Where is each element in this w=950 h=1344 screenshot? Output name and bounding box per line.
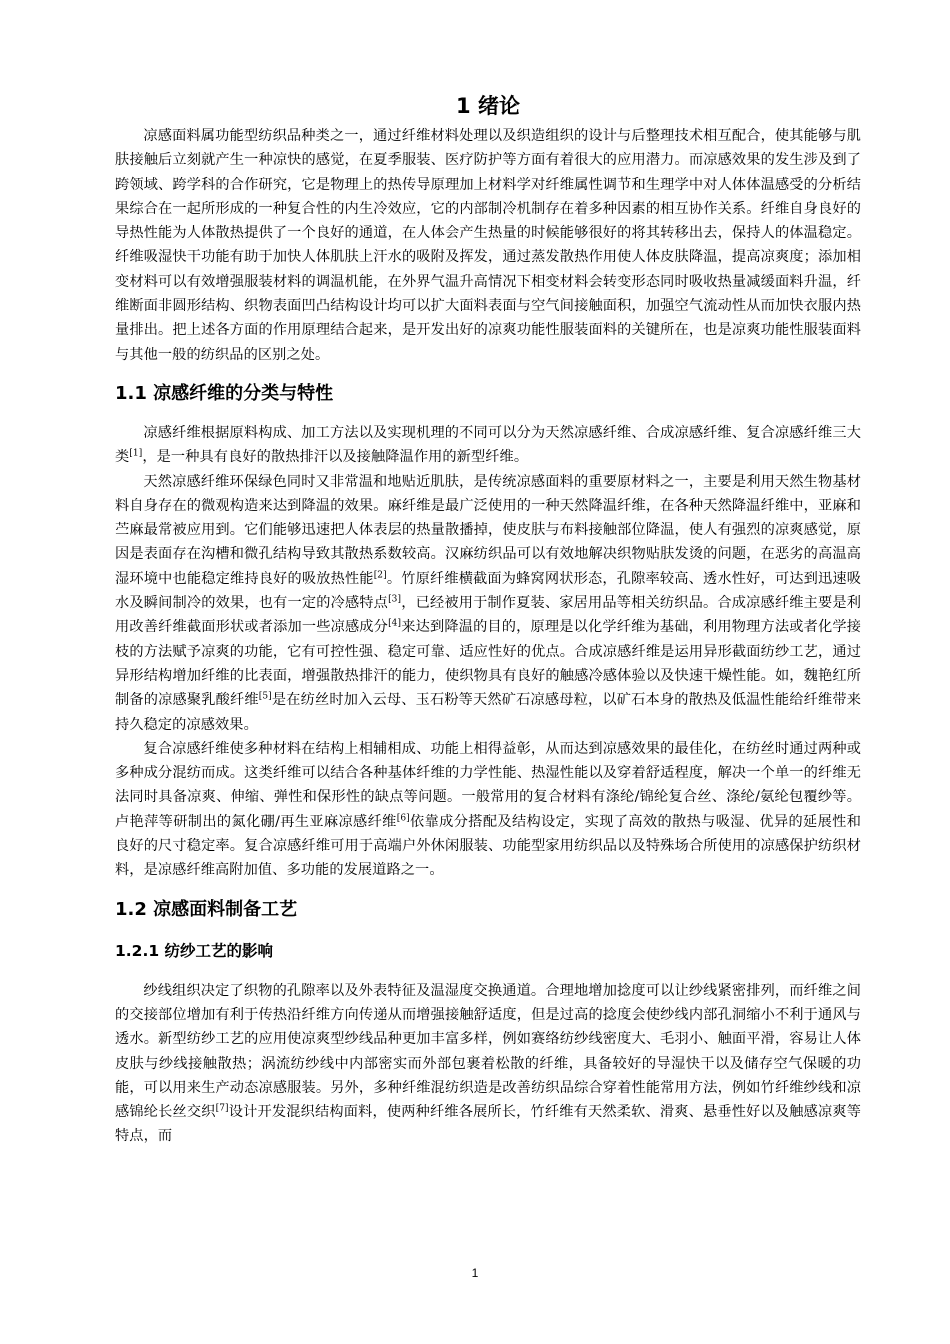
text-run: ，是一种具有良好的散热排汗以及接触降温作用的新型纤维。 [142,449,529,466]
text-run: 纱线组织决定了织物的孔隙率以及外表特征及温湿度交换通道。合理地增加捻度可以让纱线紧密排列，而纤维之间的交接部位增加有利于传热沿纤维方向传递从而增强接触舒适度，但是过高的捻度会使纱线内部孔洞缩小不利于通风与透水。新型纺纱工艺的应用使凉爽型纱线品种更加丰富多样，例如赛络纺纱线密度大、毛羽小、触面平滑，容易让人体皮肤与纱线接触散热；涡流纺纱线中内部密实而外部包裹着松散的纤维，具备较好的导湿快干以及储存空气保暖的功能，可以用来生产动态凉感服装。另外，多种纤维混纺织造是改善纺织品综合穿着性能常用方法，例如竹纤维纱线和凉感锦纶长丝交织 [115,982,861,1121]
section-1-2-1-paragraph-1 [115,979,861,1149]
intro-paragraph: 凉感面料属功能型纺织品种类之一，通过纤维材料处理以及织造组织的设计与后整理技术相互配合，使其能够与肌肤接触后立刻就产生一种凉快的感觉，在夏季服装、医疗防护等方面有着很大的应用潜力。而凉感效果的发生涉及到了跨领域、跨学科的合作研究，它是物理上的热传导原理加上材料学对纤维属性调节和生理学中对人体体温感受的分析结果综合在一起所形成的一种复合性的内生冷效应，它的内部制冷机制存在着多种因素的相互协作关系。纤维自身良好的导热性能为人体散热提供了一个良好的通道，在人体会产生热量的时候能够很好的将其转移出去，保持人的体温稳定。纤维吸湿快干功能有助于加快人体肌肤上汗水的吸附及挥发，通过蒸发散热作用使人体皮肤降温，提高凉爽度；添加相变材料可以有效增强服装材料的调温机能，在外界气温升高情况下相变材料会转变形态同时吸收热量减缓面料升温，纤维断面非圆形结构、织物表面凹凸结构设计均可以扩大面料表面与空气间接触面积，加强空气流动性从而加快衣服内热量排出。把上述各方面的作用原理结合起来，是开发出好的凉爽功能性服装面料的关键所在，也是凉爽功能性服装面料与其他一般的纺织品的区别之处。 [115,128,861,363]
section-heading-1-2: 1.2 凉感面料制备工艺 [115,898,298,920]
citation-ref: [5] [258,691,272,702]
text-run: 设计开发混织结构面料，使两种纤维各展所长，竹纤维有天然柔软、滑爽、悬垂性好以及触感凉爽等特点，而 [115,1104,862,1145]
section-1-1-paragraph-2 [115,470,861,737]
text-run: 依靠成分搭配及结构设定，实现了高效的散热与吸湿、优异的延展性和良好的尺寸稳定率。复合凉感纤维可用于高端户外休闲服装、功能型家用纺织品以及特殊场合所使用的凉感保护纺织材料，是凉感纤维高附加值、多功能的发展道路之一。 [115,813,862,879]
citation-ref: [2] [373,570,387,581]
text-run: 。竹原纤维横截面为蜂窝网状形态，孔隙率较高、透水性好，可达到迅速吸水及瞬间制冷的效果，也有一定的冷感特点 [115,570,861,612]
text-run: 来达到降温的目的，原理是以化学纤维为基础，利用物理方法或者化学接枝的方法赋予凉爽的功能，它有可控性强、稳定可靠、适应性好的优点。合成凉感纤维是运用异形截面纺纱工艺，通过异形结构增加纤维的比表面，增强散热排汗的能力，使织物具有良好的触感冷感体验以及快速干燥性能。如，魏艳红所制备的凉感聚乳酸纤维 [115,619,862,709]
text-run: 天然凉感纤维环保绿色同时又非常温和地贴近肌肤，是传统凉感面料的重要原材料之一，主要是利用天然生物基材料自身存在的微观构造来达到降温的效果。麻纤维是最广泛使用的一种天然降温纤维，在各种天然降温纤维中，亚麻和苎麻最常被应用到。它们能够迅速把人体表层的热量散播掉，使皮肤与布料接触部位降温，使人有强烈的凉爽感觉，原因是表面存在沟槽和微孔结构导致其散热系数较高。汉麻纺织品可以有效地解决织物贴肤发烫的问题，在恶劣的高温高湿环境中也能稳定维持良好的吸放热性能 [115,473,861,587]
section-heading-1-1: 1.1 凉感纤维的分类与特性 [115,382,334,404]
page-content [115,92,861,1149]
text-run: 是在纺丝时加入云母、玉石粉等天然矿石凉感母粒，以矿石本身的散热及低温性能给纤维带来持久稳定的凉感效果。 [115,692,861,733]
subsection-heading-1-2-1: 1.2.1 纺纱工艺的影响 [115,941,274,960]
citation-ref: [3] [388,594,402,605]
citation-ref: [6] [396,812,410,823]
citation-ref: [4] [388,618,402,629]
page-number: 1 [471,1266,479,1280]
section-1-1-paragraph-1 [115,421,861,470]
citation-ref: [1] [129,448,143,459]
section-1-1-paragraph-3 [115,737,861,883]
chapter-heading: 1 绪论 [456,94,520,118]
text-run: 复合凉感纤维使多种材料在结构上相辅相成、功能上相得益彰，从而达到凉感效果的最佳化，在纺丝时通过两种或多种成分混纺而成。这类纤维可以结合各种基体纤维的力学性能、热湿性能以及穿着舒适程度，解决一个单一的纤维无法同时具备凉爽、伸缩、弹性和保形性的缺点等问题。一般常用的复合材料有涤纶/锦纶复合丝、涤纶/氨纶包覆纱等。卢艳萍等研制出的氮化硼/再生亚麻凉感纤维 [115,740,861,830]
text-run: ，已经被用于制作夏装、家居用品等相关纺织品。合成凉感纤维主要是利用改善纤维截面形状或者添加一些凉感成分 [115,595,862,636]
text-run: 凉感纤维根据原料构成、加工方法以及实现机理的不同可以分为天然凉感纤维、合成凉感纤维、复合凉感纤维三大类 [115,424,861,466]
citation-ref: [7] [215,1103,229,1114]
